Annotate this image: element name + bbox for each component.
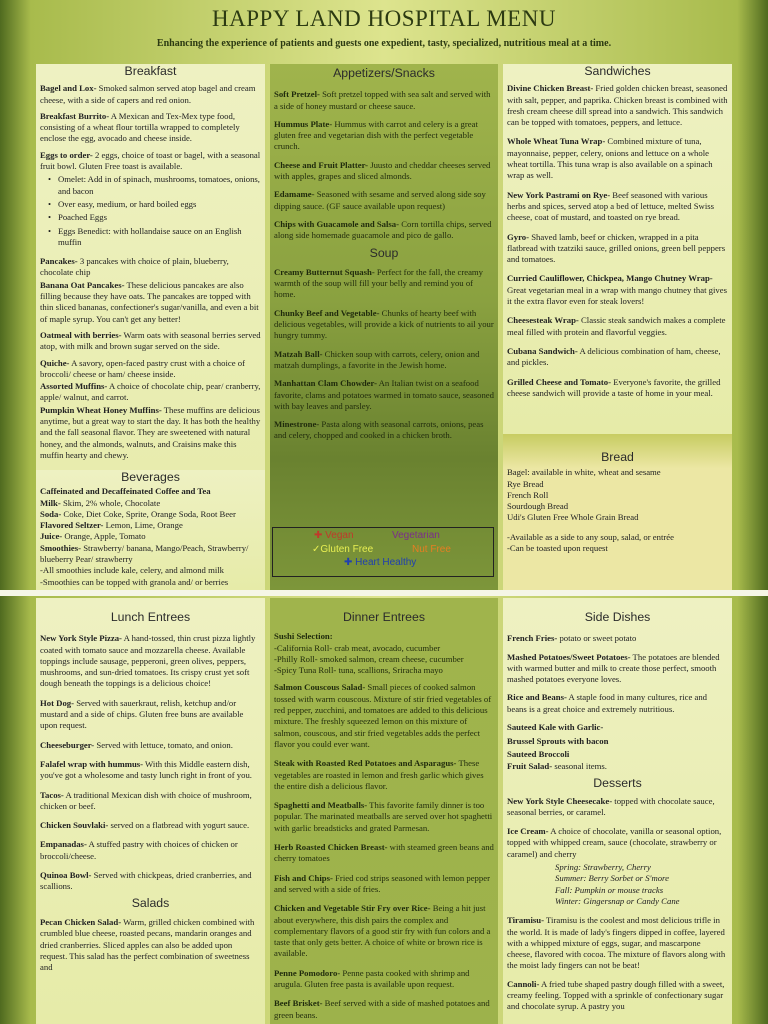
bread-column bbox=[503, 434, 732, 590]
menu-item: Beef Brisket- Beef served with a side of mashed potatoes and green beans. bbox=[274, 998, 490, 1020]
menu-item: Gyro- Shaved lamb, beef or chicken, wrapped in a pita flatbread with tzatziki sauce, grilled onions, green bell peppers and tomatoes. bbox=[507, 231, 726, 265]
menu-item: Divine Chicken Breast- Fried golden chicken breast, seasoned with salt, pepper, and paprika. Chicken breast is combined with fresh cream cheese dill spread into a sandwich. This sandwich can be topped with tomatoes, peppers, and lettuce. bbox=[507, 83, 728, 128]
menu-item: Chicken and Vegetable Stir Fry over Rice- Being a hit just about everywhere, this dish pairs the complex and complementary flavors of a good stir fry with fun colors and a taste that only gets better. A choice of white or brown rice is available. bbox=[274, 903, 491, 959]
menu-item: Chips with Guacamole and Salsa- Corn tortilla chips, served along side homemade guacamole and pico de gallo. bbox=[274, 218, 492, 241]
menu-item: Falafel wrap with hummus- With this Middle eastern dish, you've got a wholesome and tasty lunch right in front of you. bbox=[40, 758, 252, 781]
list-item: • Over easy, medium, or hard boiled eggs bbox=[48, 199, 261, 210]
beverage-item: Milk- Skim, 2% whole, Chocolate bbox=[40, 497, 161, 508]
legend-nut-free: Nut Free bbox=[412, 544, 451, 555]
dinner-column bbox=[270, 598, 498, 1024]
menu-item: Creamy Butternut Squash- Perfect for the fall, the creamy warmth of the soup will fill your belly and remind you of home. bbox=[274, 266, 484, 300]
seasonal-flavor: Fall: Pumpkin or mouse tracks bbox=[555, 884, 664, 895]
sides-heading: Side Dishes bbox=[584, 610, 651, 624]
menu-item: French Fries- potato or sweet potato bbox=[507, 633, 637, 644]
sushi-item: -California Roll- crab meat, avocado, cucumber bbox=[274, 642, 441, 653]
menu-item: Chicken Souvlaki- served on a flatbread with yogurt sauce. bbox=[40, 820, 250, 831]
menu-item: New York Pastrami on Rye- Beef seasoned with various herbs and spices, served atop a bed of lettuce, melted Swiss cheese, coat of mustard, and toasted on rye bread. bbox=[507, 189, 714, 223]
menu-item: Grilled Cheese and Tomato- Everyone's favorite, the grilled cheese sandwich will provide a taste of home in your meal. bbox=[507, 376, 721, 398]
menu-item: Empanadas- A stuffed pastry with choices of chicken or broccoli/cheese. bbox=[40, 839, 238, 861]
menu-title: HAPPY LAND HOSPITAL MENU bbox=[212, 6, 556, 31]
menu-item: Oatmeal with berries- Warm oats with seasonal berries served atop, with milk and brown sugar served on the side. bbox=[40, 329, 261, 352]
appetizers-soup-column bbox=[270, 64, 498, 590]
menu-item: Pecan Chicken Salad- Warm, grilled chicken combined with crumbled blue cheese, roasted pecans, mandarin oranges and dried cranberries. Sliced apples can also be added upon request. This salad has the perfect combination of sweetness and bbox=[40, 916, 255, 973]
menu-item: Breakfast Burrito- A Mexican and Tex-Mex type food, consisting of a wheat flour tortilla wrapped to completely enclose the egg, avocado and cheese inside. bbox=[40, 110, 240, 144]
menu-item: Quinoa Bowl- Served with chickpeas, dried cranberries, and scallions. bbox=[40, 870, 252, 892]
page-divider bbox=[0, 590, 768, 596]
bread-item: Bagel: available in white, wheat and sesame bbox=[507, 467, 661, 478]
menu-item: Minestrone- Pasta along with seasonal carrots, onions, peas and celery, chopped and cooked in a chicken broth. bbox=[274, 419, 484, 441]
dinner-heading: Dinner Entrees bbox=[342, 610, 426, 624]
menu-item: Cheeseburger- Served with lettuce, tomato, and onion. bbox=[40, 739, 233, 750]
seasonal-flavor: Summer: Berry Sorbet or S'more bbox=[555, 873, 669, 884]
menu-item: Pancakes- 3 pancakes with choice of plain, blueberry, chocolate chip bbox=[40, 256, 229, 278]
menu-item: Chunky Beef and Vegetable- Chunks of hearty beef with delicious vegetables, will provide a kick of nutrients to ail your hungry tummy. bbox=[274, 307, 494, 341]
menu-item: Ice Cream- A choice of chocolate, vanilla or seasonal option, topped with whipped cream, sauce (chocolate, strawberry or caramel) and cherry bbox=[507, 826, 722, 859]
menu-item: Cubana Sandwich- A delicious combination of ham, cheese, and pickles. bbox=[507, 345, 721, 368]
soup-heading: Soup bbox=[369, 245, 399, 260]
bread-item: French Roll bbox=[507, 489, 549, 500]
menu-item: Banana Oat Pancakes- These delicious pancakes are also filling because they have oats. The pancakes are topped with thin sliced bananas, confectioner's sugar/vanilla, and even a bit of maple syrup. You can't get any better! bbox=[40, 279, 259, 324]
breakfast-heading: Breakfast bbox=[124, 64, 177, 78]
menu-item: Tiramisu- Tiramisu is the coolest and most delicious trifle in the world. It is made of lady's fingers dipped in coffee, layered with a whipped mixture of eggs, sugar, and mascarpone cheese, flavored with cocoa. The mixture of flavors along with the moist lady fingers can not be beat! bbox=[507, 915, 726, 971]
seasonal-flavor: Spring: Strawberry, Cherry bbox=[555, 862, 651, 873]
bread-item: Sourdough Bread bbox=[507, 501, 569, 512]
menu-item: Cheese and Fruit Platter- Juusto and cheddar cheeses served with apples, grapes and sliced almonds. bbox=[274, 159, 491, 182]
bread-note: -Can be toasted upon request bbox=[507, 543, 608, 554]
bread-item: Rye Bread bbox=[507, 478, 544, 489]
egg-options-list bbox=[48, 174, 261, 248]
menu-item: Mashed Potatoes/Sweet Potatoes- The potatoes are blended with warmed butter and milk to create those perfect, smooth mashed potatoes everyone loves. bbox=[507, 651, 720, 685]
list-item: • Poached Eggs bbox=[48, 212, 261, 223]
legend-heart-healthy: ✚ Heart Healthy bbox=[344, 557, 417, 568]
menu-item: Sauteed Kale with Garlic- bbox=[507, 722, 604, 733]
sushi-item: -Spicy Tuna Roll- tuna, scallions, Sriracha mayo bbox=[274, 665, 443, 676]
beverage-item: Caffeinated and Decaffeinated Coffee and Tea bbox=[40, 486, 211, 497]
menu-item: Cannoli- A fried tube shaped pastry dough filled with a sweet, creamy feeling. Topped with a sprinkle of confectionary sugar and chocolate syrup. A pastry you bbox=[507, 978, 725, 1012]
menu-item: Manhattan Clam Chowder- An Italian twist on a seafood favorite, clams and potatoes warmed in tomato sauce, seasoned with bay leaves and parsley. bbox=[274, 378, 495, 411]
menu-item: Hummus Plate- Hummus with carrot and celery is a great gluten free and vegetarian dish with the perfect vegetable crunch. bbox=[274, 118, 478, 152]
menu-item: Fruit Salad- seasonal items. bbox=[507, 760, 607, 771]
sandwiches-column bbox=[503, 64, 732, 434]
sushi-item: -Philly Roll- smoked salmon, cream cheese, cucumber bbox=[274, 653, 464, 664]
menu-item: Penne Pomodoro- Penne pasta cooked with shrimp and arugula. Gluten free pasta is available upon request. bbox=[274, 967, 470, 990]
menu-item: Eggs to order- 2 eggs, choice of toast or bagel, with a seasonal fruit bowl. Gluten Free toast is available. bbox=[40, 149, 261, 172]
beverage-item: Soda- Coke, Diet Coke, Sprite, Orange Soda, Root Beer bbox=[40, 508, 236, 519]
menu-item: Fish and Chips- Fried cod strips seasoned with lemon pepper and served with a side of fries. bbox=[274, 872, 490, 894]
list-item: • Omelet: Add in of spinach, mushrooms, tomatoes, onions, and bacon bbox=[48, 174, 261, 197]
beverages-heading: Beverages bbox=[121, 470, 180, 484]
menu-item: Assorted Muffins- A choice of chocolate chip, pear/ cranberry, apple/ walnut, and carrot. bbox=[40, 381, 261, 403]
lunch-column bbox=[36, 598, 265, 1024]
beverages-column bbox=[36, 470, 265, 590]
menu-item: New York Style Cheesecake- topped with chocolate sauce, seasonal berries, or caramel. bbox=[507, 795, 715, 817]
menu-item: Matzah Ball- Chicken soup with carrots, celery, onion and matzah dumplings, a favorite in the Jewish home. bbox=[274, 348, 480, 370]
appetizers-heading: Appetizers/Snacks bbox=[333, 66, 435, 80]
bread-note: -Available as a side to any soup, salad, or entrée bbox=[507, 531, 675, 542]
menu-item: Soft Pretzel- Soft pretzel topped with sea salt and served with a side of honey mustard or cheese sauce. bbox=[274, 89, 491, 111]
sides-column bbox=[503, 598, 732, 1024]
legend-vegan: ✚ Vegan bbox=[314, 530, 354, 541]
menu-item: Tacos- A traditional Mexican dish with choice of mushroom, chicken or beef. bbox=[40, 789, 252, 811]
legend-box bbox=[272, 527, 496, 579]
menu-item: Herb Roasted Chicken Breast- with steamed green beans and cherry tomatoes bbox=[274, 842, 494, 864]
menu-item: Whole Wheat Tuna Wrap- Combined mixture of tuna, mayonnaise, pepper, celery, onions and lettuce on a whole wheat tortilla. This tuna wrap is also available on a spinach wrap as well. bbox=[507, 136, 713, 181]
beverage-note: -All smoothies include kale, celery, and almond milk bbox=[40, 565, 224, 576]
menu-item: Cheesesteak Wrap- Classic steak sandwich makes a complete meal filled with protein and flavorful veggies. bbox=[507, 315, 726, 337]
menu-item: Bagel and Lox- Smoked salmon served atop bagel and cream cheese, with a side of capers and red onion. bbox=[40, 83, 256, 105]
menu-item: Steak with Roasted Red Potatoes and Asparagus- These vegetables are roasted in lemon and fresh garlic which gives the entire dish a delicious flavor. bbox=[274, 758, 484, 791]
salads-heading: Salads bbox=[131, 895, 170, 910]
bread-item: Udi's Gluten Free Whole Grain Bread bbox=[507, 512, 639, 523]
desserts-heading: Desserts bbox=[593, 776, 642, 791]
list-item: • Eggs Benedict: with hollandaise sauce on an English muffin bbox=[48, 226, 261, 249]
menu-item: Rice and Beans- A staple food in many cultures, rice and beans is a great choice and extremely nutritious. bbox=[507, 692, 708, 714]
legend-vegetarian: Vegetarian bbox=[392, 530, 440, 541]
menu-item: Curried Cauliflower, Chickpea, Mango Chutney Wrap- Great vegetarian meal in a wrap with mango chutney that gives it the extra flavor even for steak lovers! bbox=[507, 273, 728, 307]
beverage-item: Smoothies- Strawberry/ banana, Mango/Peach, Strawberry/ blueberry Pear/ strawberry bbox=[40, 542, 249, 565]
menu-item: Edamame- Seasoned with sesame and served along side soy dipping sauce. (GF sauce available upon request) bbox=[274, 189, 486, 211]
bread-heading: Bread bbox=[601, 450, 634, 464]
menu-item: Spaghetti and Meatballs- This favorite family dinner is too popular. The marinated meatballs are served over hot spaghetti with garlic breadsticks and grated Parmesan. bbox=[274, 800, 493, 833]
beverage-item: Flavored Seltzer- Lemon, Lime, Orange bbox=[40, 520, 183, 531]
menu-item: Salmon Couscous Salad- Small pieces of cooked salmon tossed with warm couscous. Mixture of stir fried vegetables of red pepper, zucchini, and tomatoes are added to this delicious mixture. The freshly squeezed lemon on this mixture of salmon, couscous, and stir fried vegetables adds the perfect flavor you could ever want. bbox=[274, 682, 492, 749]
beverage-note: -Smoothies can be topped with granola and/ or berries bbox=[40, 576, 229, 587]
lunch-heading: Lunch Entrees bbox=[110, 610, 191, 624]
menu-subtitle: Enhancing the experience of patients and guests one expedient, tasty, specialized, nutritious meal at a time. bbox=[156, 38, 612, 49]
menu-item: Quiche- A savory, open-faced pastry crust with a choice of broccoli/ cheese or ham/ cheese inside. bbox=[40, 357, 245, 379]
menu-item: Brussel Sprouts with bacon bbox=[507, 736, 609, 747]
sushi-title: Sushi Selection: bbox=[274, 631, 333, 642]
seasonal-flavor: Winter: Gingersnap or Candy Cane bbox=[555, 895, 680, 906]
menu-item: Sauteed Broccoli bbox=[507, 748, 570, 759]
menu-item: Hot Dog- Served with sauerkraut, relish, ketchup and/or mustard and a side of chips. Gluten free buns are available upon request. bbox=[40, 697, 244, 731]
legend-gluten-free: ✓Gluten Free bbox=[312, 544, 374, 555]
legend-border bbox=[272, 527, 494, 577]
menu-item: Pumpkin Wheat Honey Muffins- These muffins are delicious anytime, but a great way to start the day. It has both the healthy and the fall seasonal flavor. They are sweetened with natural honey, and the almonds, walnuts, and Craisins make this muffin hearty and chewy. bbox=[40, 404, 261, 460]
beverage-item: Juice- Orange, Apple, Tomato bbox=[40, 531, 146, 542]
menu-item: New York Style Pizza- A hand-tossed, thin crust pizza lightly coated with tomato sauce and mozzarella cheese. Available toppings include sausage, pepperoni, green olives, peppers, mushrooms, and sun-dried tomatoes. Its crispy crust yet soft dough beneath the toppings is a delicious choice! bbox=[40, 633, 256, 689]
sandwiches-heading: Sandwiches bbox=[584, 64, 651, 78]
